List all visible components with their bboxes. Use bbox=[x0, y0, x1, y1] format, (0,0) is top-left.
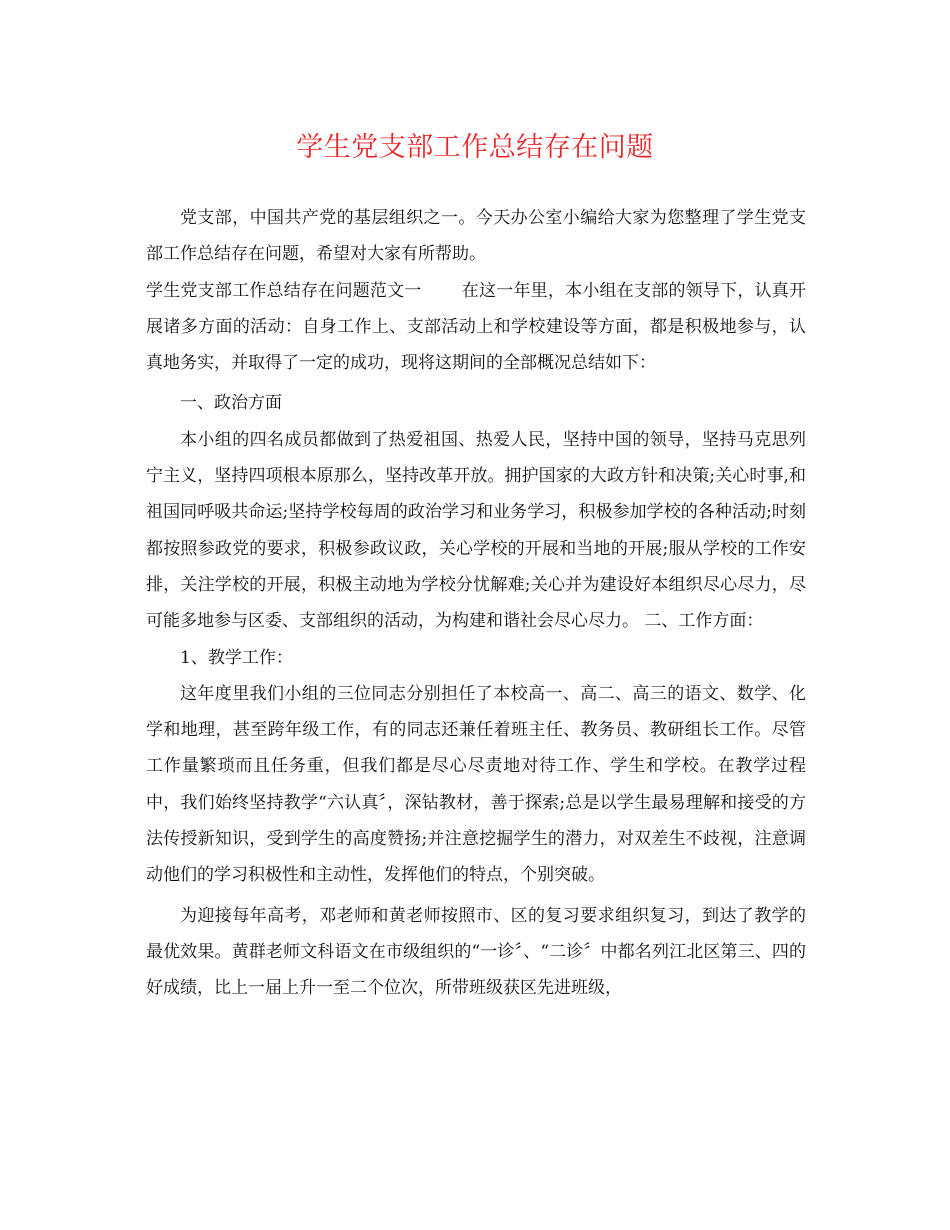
intro-paragraph: 党支部，中国共产党的基层组织之一。今天办公室小编给大家为您整理了学生党支部工作总结存在问题，希望对大家有所帮助。 bbox=[146, 208, 806, 265]
section1-body: 本小组的四名成员都做到了热爱祖国、热爱人民，坚持中国的领导，坚持马克思列宁主义，坚持四项根本原那么，坚持改革开放。拥护国家的大政方针和决策;关心时事,和祖国同呼吸共命运;坚持学校每周的政治学习和业务学习，积极参加学校的各种活动;时刻都按照参政党的要求，积极参政议政，关心学校的开展和当地的开展;服从学校的工作安排，关注学校的开展，积极主动地为学校分忧解难;关心并为建设好本组织尽心尽力，尽可能多地参与区委、支部组织的活动，为构建和谐社会尽心尽力。 二、工作方面： bbox=[146, 429, 806, 632]
section2-sub1-body2: 为迎接每年高考，邓老师和黄老师按照市、区的复习要求组织复习，到达了教学的最优效果。黄群老师文科语文在市级组织的“一诊〞、“二诊〞中都名列江北区第三、四的好成绩，比上一届上升一至二个位次，所带班级获区先进班级， bbox=[146, 905, 806, 999]
sample-paragraph bbox=[146, 273, 806, 382]
section1-heading: 一、政治方面 bbox=[180, 393, 282, 414]
document-body bbox=[146, 200, 806, 1007]
section2-sub1-heading: 1、教学工作： bbox=[180, 647, 293, 668]
sample-lead: 在这一年里，本小组在支部的领导下，认真开展诸多方面的活动：自身工作上、支部活动上和学校建设等方面，都是积极地参与，认真地务实，并取得了一定的成功，现将这期间的全部概况总结如下： bbox=[146, 280, 807, 374]
sample-heading: 学生党支部工作总结存在问题范文一 bbox=[146, 280, 422, 301]
section2-sub1-body: 这年度里我们小组的三位同志分别担任了本校高一、高二、高三的语文、数学、化学和地理，甚至跨年级工作，有的同志还兼任着班主任、教务员、教研组长工作。尽管工作量繁琐而且任务重，但我们都是尽心尽责地对待工作、学生和学校。在教学过程中，我们始终坚持教学“六认真〞，深钻教材，善于探索;总是以学生最易理解和接受的方法传授新知识，受到学生的高度赞扬;并注意挖掘学生的潜力，对双差生不歧视，注意调动他们的学习积极性和主动性，发挥他们的特点，个别突破。 bbox=[146, 683, 806, 886]
document-title: 学生党支部工作总结存在问题 bbox=[296, 132, 654, 163]
